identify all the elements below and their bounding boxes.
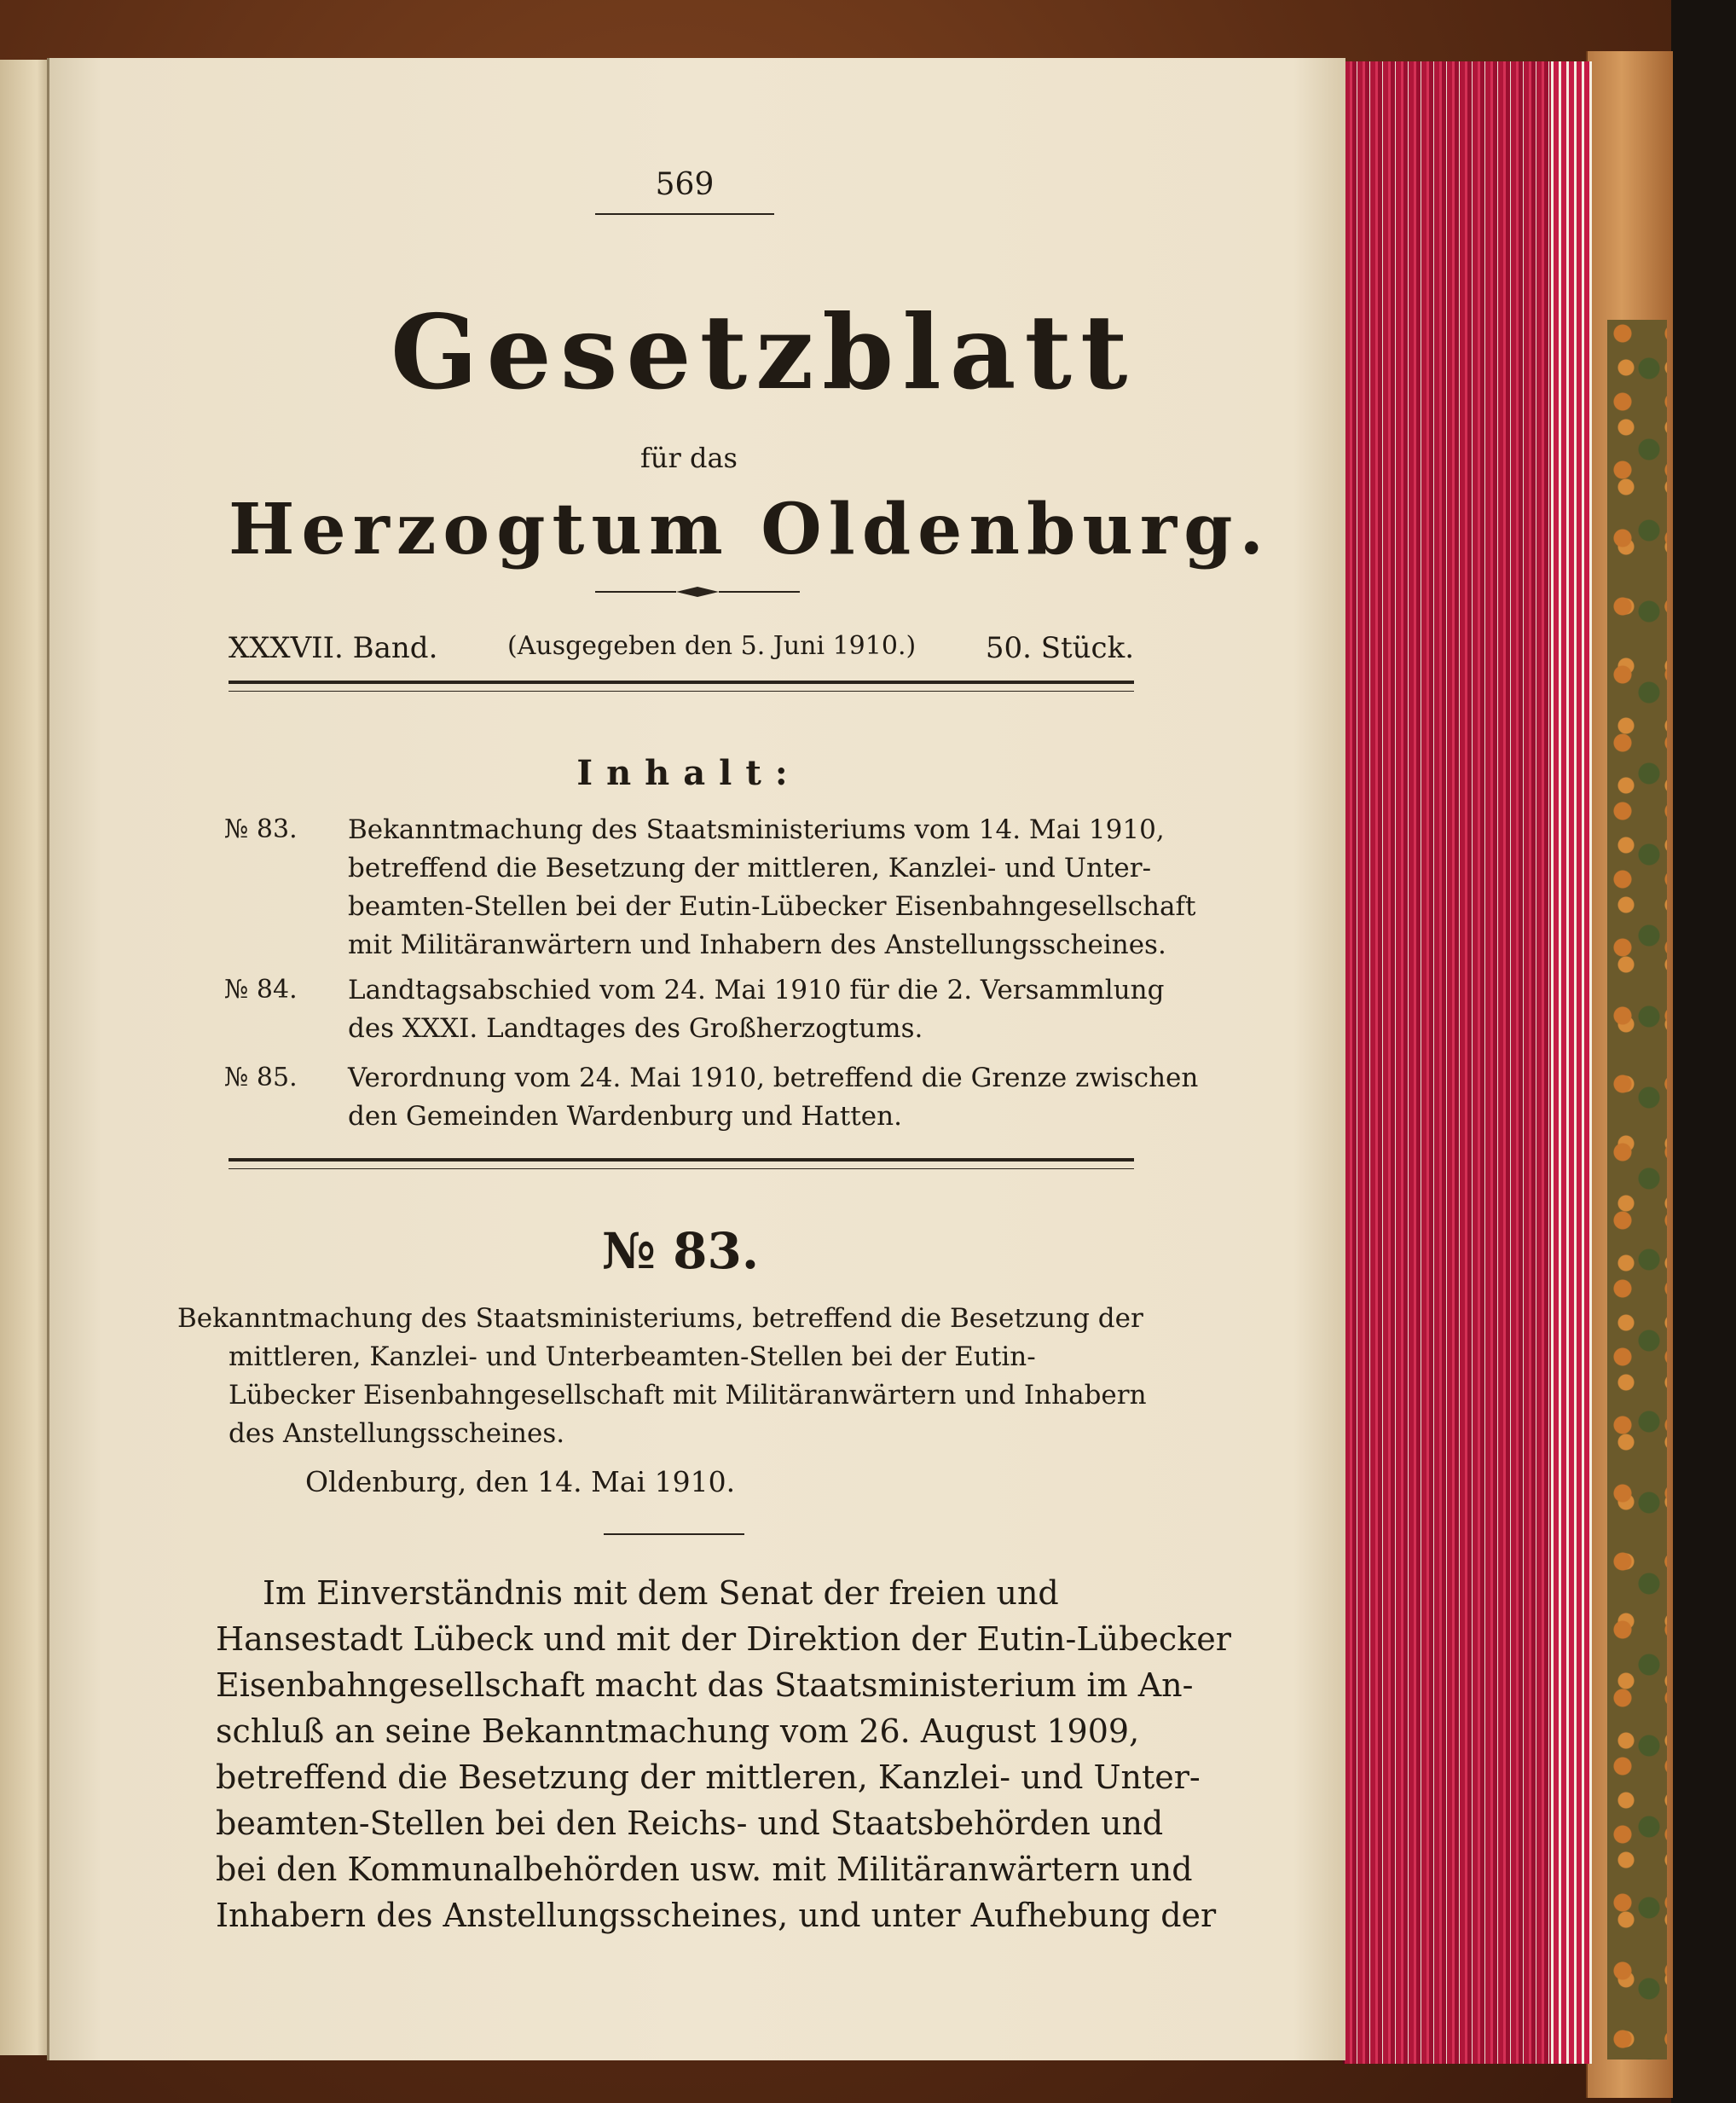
toc-entry-line: Bekanntmachung des Staatsministeriums vom 14. Mai 1910,	[348, 814, 1165, 845]
masthead-subtitle: für das	[640, 442, 738, 474]
body-text-line: bei den Kommunalbehörden usw. mit Militäranwärtern und	[216, 1851, 1193, 1888]
red-page-edges	[1343, 61, 1592, 2064]
masthead-territory: Herzogtum Oldenburg.	[229, 489, 1270, 571]
body-text-line: schluß an seine Bekanntmachung vom 26. August 1909,	[216, 1712, 1140, 1750]
document-page	[47, 58, 1345, 2060]
section-title-line: mittleren, Kanzlei- und Unterbeamten-Stellen bei der Eutin-	[229, 1341, 1036, 1372]
body-text-line: Eisenbahngesellschaft macht das Staatsministerium im An-	[216, 1666, 1194, 1704]
toc-entry-number: № 85.	[224, 1063, 298, 1092]
page-number-rule	[595, 213, 774, 215]
volume-label: XXXVII. Band.	[229, 631, 438, 665]
section-number: № 83.	[601, 1222, 760, 1280]
divider-rule	[229, 1158, 1134, 1169]
issue-date: (Ausgegeben den 5. Juni 1910.)	[507, 631, 917, 661]
piece-number: 50. Stück.	[985, 631, 1134, 665]
toc-entry-line: betreffend die Besetzung der mittleren, Kanzlei- und Unter-	[348, 853, 1152, 883]
short-rule	[604, 1533, 744, 1535]
ornament-rule	[595, 585, 800, 599]
toc-entry-number: № 83.	[224, 814, 298, 844]
section-title-line: Lübecker Eisenbahngesellschaft mit Militäranwärtern und Inhabern	[229, 1380, 1147, 1411]
divider-rule	[229, 681, 1134, 692]
body-text-line: Hansestadt Lübeck und mit der Direktion der Eutin-Lübecker	[216, 1620, 1231, 1658]
toc-entry-line: Landtagsabschied vom 24. Mai 1910 für die 2. Versammlung	[348, 975, 1165, 1005]
masthead-title: Gesetzblatt	[391, 293, 1137, 413]
body-text-line: Im Einverständnis mit dem Senat der freien und	[263, 1574, 1059, 1612]
toc-entry-line: des XXXI. Landtages des Großherzogtums.	[348, 1013, 923, 1044]
toc-entry-number: № 84.	[224, 975, 298, 1005]
body-text-line: beamten-Stellen bei den Reichs- und Staatsbehörden und	[216, 1805, 1164, 1842]
section-title-line: des Anstellungsscheines.	[229, 1418, 565, 1449]
contents-heading: Inhalt:	[576, 753, 801, 793]
toc-entry-line: Verordnung vom 24. Mai 1910, betreffend die Grenze zwischen	[348, 1063, 1199, 1093]
page-number: 569	[655, 167, 715, 202]
section-title-line: Bekanntmachung des Staatsministeriums, betreffend die Besetzung der	[177, 1303, 1143, 1334]
place-date: Oldenburg, den 14. Mai 1910.	[305, 1465, 736, 1498]
body-text-line: betreffend die Besetzung der mittleren, Kanzlei- und Unter-	[216, 1758, 1201, 1796]
toc-entry-line: beamten-Stellen bei der Eutin-Lübecker Eisenbahngesellschaft	[348, 891, 1196, 922]
toc-entry-line: den Gemeinden Wardenburg und Hatten.	[348, 1101, 902, 1132]
issue-info	[229, 631, 1134, 665]
toc-entry-line: mit Militäranwärtern und Inhabern des Anstellungsscheines.	[348, 930, 1166, 960]
body-text-line: Inhabern des Anstellungsscheines, und unter Aufhebung der	[216, 1897, 1217, 1934]
marbled-board	[1607, 320, 1667, 2060]
